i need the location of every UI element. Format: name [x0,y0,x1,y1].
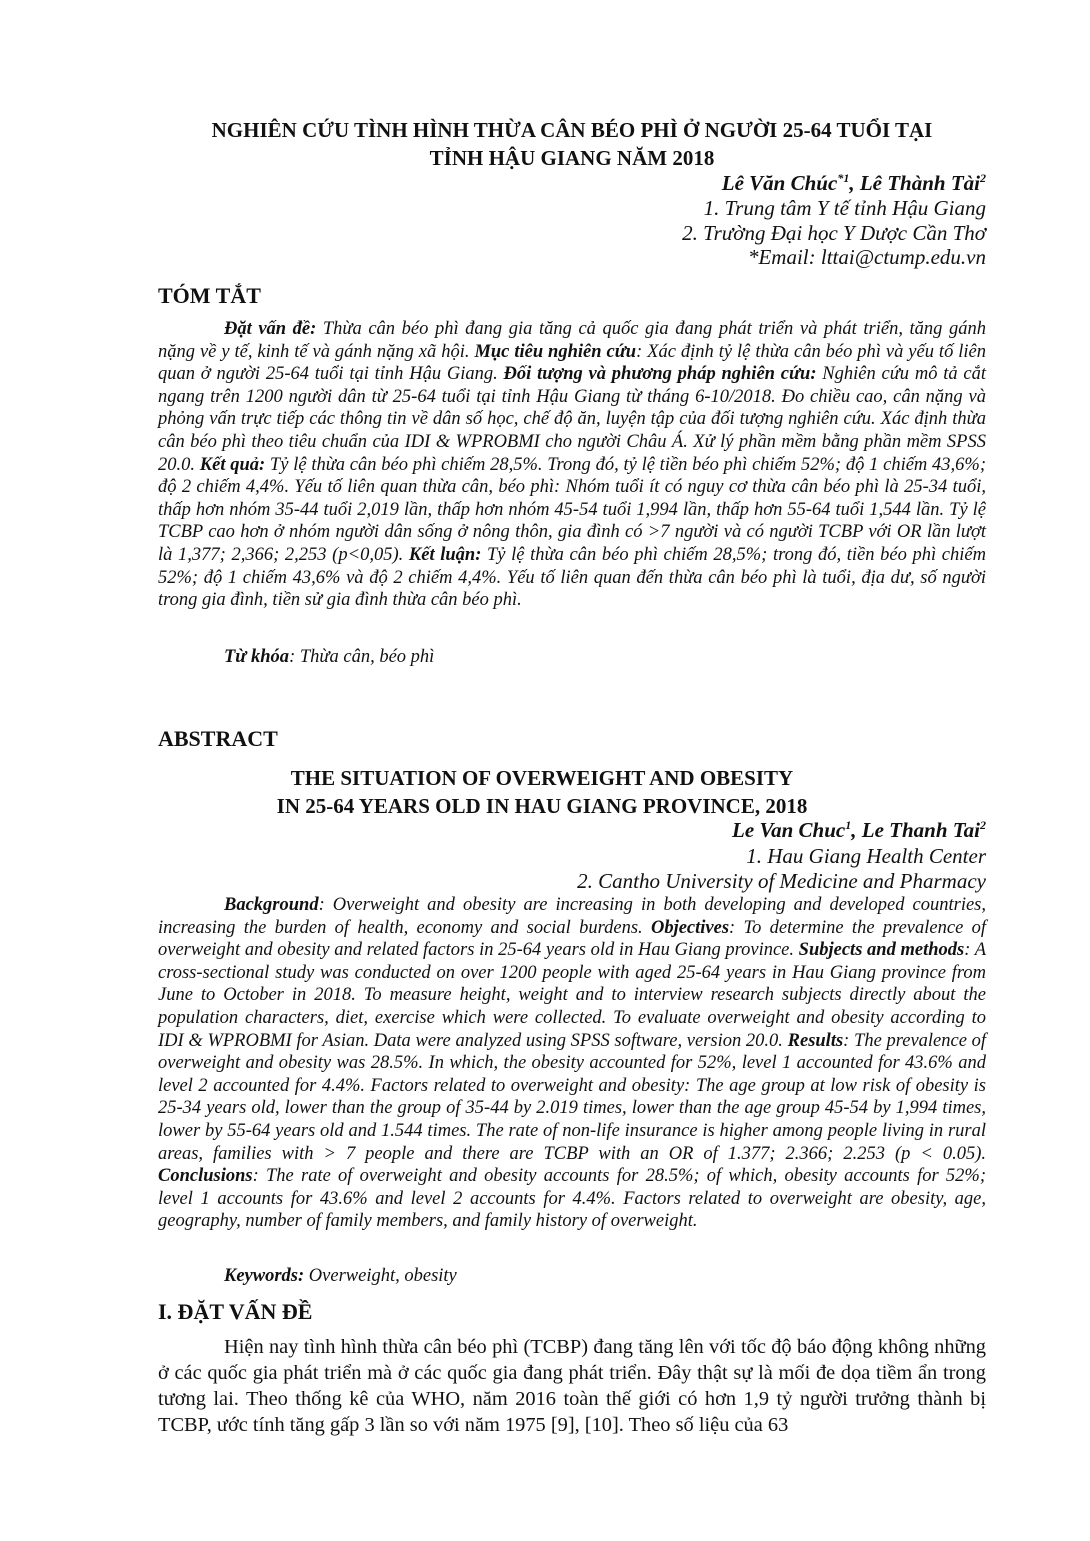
vn-result-text: Tỷ lệ thừa cân béo phì chiếm 28,5%. Trong đó, tỷ lệ tiền béo phì chiếm 52%; độ 1 chiếm 43,6%; độ 2 chiếm 4,4%. Yếu tố liên quan thừa cân, béo phì: Nhóm tuổi ít có nguy cơ thừa cân béo phì là 25-34 tuổi, thấp hơn nhóm 35-44 tuổi 2,019 lần, thấp hơn nhóm 45-54 tuổi 1,994 lần, thấp hơn 55-64 tuổi 1,544 lần. Tỷ lệ TCBP cao hơn ở nhóm người dân sống ở nông thôn, gia đình có >7 người và có người TCBP với OR lần lượt là 1,377; 2,366; 2,253 (p<0,05). [158,454,986,565]
en-authors [732,818,986,842]
vn-email: *Email: lttai@ctump.edu.vn [747,245,986,269]
en-obj-label: Objectives [650,917,730,938]
en-bg-label: Background [224,895,319,915]
en-concl-label: Conclusions [158,1166,253,1187]
en-title-line1: THE SITUATION OF OVERWEIGHT AND OBESITY [290,766,794,790]
vn-title-line2: TỈNH HẬU GIANG NĂM 2018 [429,146,715,170]
vn-method-label: Đối tượng và phương pháp nghiên cứu: [503,364,817,385]
vn-author1: Lê Văn Chúc [721,171,838,195]
vn-bg-label: Đặt vấn đề: [224,319,317,339]
vn-obj-label: Mục tiêu nghiên cứu [474,341,637,362]
en-result-text: : The prevalence of overweight and obesity was 28.5%. In which, the obesity accounted for 52%, level 1 accounted for 43.6% and level 2 accounted for 4.4%. Factors related to overweight and obesity: The age group at low risk of obesity is 25-34 years old, lower than the group of 35-44 by 2.019 times, lower than the age group 45-54 by 1,994 times, lower by 55-64 years old and 1.544 times. The rate of non-life insurance is higher among people living in rural areas, families with > 7 people and there are TCBP with an OR of 1.377; 2.366; 2.253 (p < 0.05). [158,1030,987,1164]
vn-author2-sup: 2 [980,171,986,185]
vn-kw-text: : Thừa cân, béo phì [289,647,435,667]
en-bg-text: : Overweight and obesity are increasing in both developing and developed countries, increasing the burden of health, economy and social burdens. [158,895,986,938]
en-obj-text: : To determine the prevalence of overweight and obesity and related factors in 25-64 years old in Hau Giang province. [158,917,986,961]
en-affil2: 2. Cantho University of Medicine and Pharmacy [577,869,986,893]
en-affil1: 1. Hau Giang Health Center [746,844,986,868]
vn-obj-text: : Xác định tỷ lệ thừa cân béo phì và yếu tố liên quan ở người 25-64 tuổi tại tỉnh Hậu Giang. [158,341,987,385]
vn-concl-label: Kết luận: [408,544,482,565]
vn-authors [722,171,986,195]
vn-affil2: 2. Trường Đại học Y Dược Cần Thơ [682,221,986,245]
vn-summary-heading: TÓM TẮT [158,283,261,308]
en-kw-text: Overweight, obesity [304,1266,457,1286]
vn-affil1: 1. Trung tâm Y tế tỉnh Hậu Giang [703,196,986,220]
vn-author2: , Lê Thành Tài [849,171,980,195]
en-title-line2: IN 25-64 YEARS OLD IN HAU GIANG PROVINCE, 2018 [276,794,808,818]
en-abstract-heading: ABSTRACT [158,726,278,751]
en-author2-sup: 2 [980,818,986,832]
en-result-label: Results [787,1030,844,1051]
vn-abstract [158,318,986,612]
en-method-text: : A cross-sectional study was conducted on over 1200 people with aged 25-64 years in Hau Giang province from June to October in 2018. To measure height, weight and to interview research subjects directly about the population characters, diet, exercise which were collected. To evaluate overweight and obesity according to IDI & WPROBMI for Asian. Data were analyzed using SPSS software, version 20.0. [158,940,986,1051]
en-keywords [224,1265,457,1287]
en-author2: , Le Thanh Tai [851,818,980,842]
vn-keywords [224,646,434,668]
vn-author1-sup: *1 [837,171,850,185]
vn-bg-text: Thừa cân béo phì đang gia tăng cả quốc gia đang phát triển và phát triển, tăng gánh nặng về y tế, kinh tế và gánh nặng xã hội. [158,319,986,362]
section1-heading: I. ĐẶT VẤN ĐỀ [158,1299,313,1324]
en-method-label: Subjects and methods [798,940,965,961]
en-title [128,764,956,820]
vn-result-label: Kết quả: [199,454,266,475]
section1-paragraph: Hiện nay tình hình thừa cân béo phì (TCBP) đang tăng lên với tốc độ báo động không những ở các quốc gia phát triển mà ở các quốc gia đang phát triển. Đây thật sự là mối đe dọa tiềm ẩn trong tương lai. Theo thống kê của WHO, năm 2016 toàn thế giới có hơn 1,9 tỷ người trưởng thành bị TCBP, ước tính tăng gấp 3 lần so với năm 1975 [9], [10]. Theo số liệu của 63 [158,1336,986,1436]
vn-kw-label: Từ khóa [224,647,290,667]
vn-concl-text: Tỷ lệ thừa cân béo phì chiếm 28,5%; trong đó, tiền béo phì chiếm 52%; độ 1 chiếm 43,6% và độ 2 chiếm 4,4%. Yếu tố liên quan đến thừa cân béo phì là tuổi, địa dư, số người trong gia đình, tiền sử gia đình thừa cân béo phì. [158,544,986,611]
en-author1: Le Van Chuc [732,818,846,842]
vn-method-text: Nghiên cứu mô tả cắt ngang trên 1200 người dân từ 25-64 tuổi tại tỉnh Hậu Giang từ tháng 6-10/2018. Đo chiều cao, cân nặng và phỏng vấn trực tiếp các thông tin về dân số học, chế độ ăn, luyện tập của đối tượng nghiên cứu. Xác định thừa cân béo phì theo tiêu chuẩn của IDI & WPROBMI cho người Châu Á. Xử lý phần mềm bằng phần mềm SPSS 20.0. [158,364,986,475]
vn-title-line1: NGHIÊN CỨU TÌNH HÌNH THỪA CÂN BÉO PHÌ Ở NGƯỜI 25-64 TUỔI TẠI [211,118,933,142]
en-author1-sup: 1 [845,818,852,832]
en-kw-label: Keywords: [224,1266,305,1286]
en-concl-text: : The rate of overweight and obesity accounts for 28.5%; of which, obesity accounts for 52%; level 1 accounts for 43.6% and level 2 accounts for 4.4%. Factors related to overweight are obesity, age, geography, number of family members, and family history of overweight. [158,1166,986,1232]
en-abstract [158,894,986,1233]
vn-title [158,116,986,172]
